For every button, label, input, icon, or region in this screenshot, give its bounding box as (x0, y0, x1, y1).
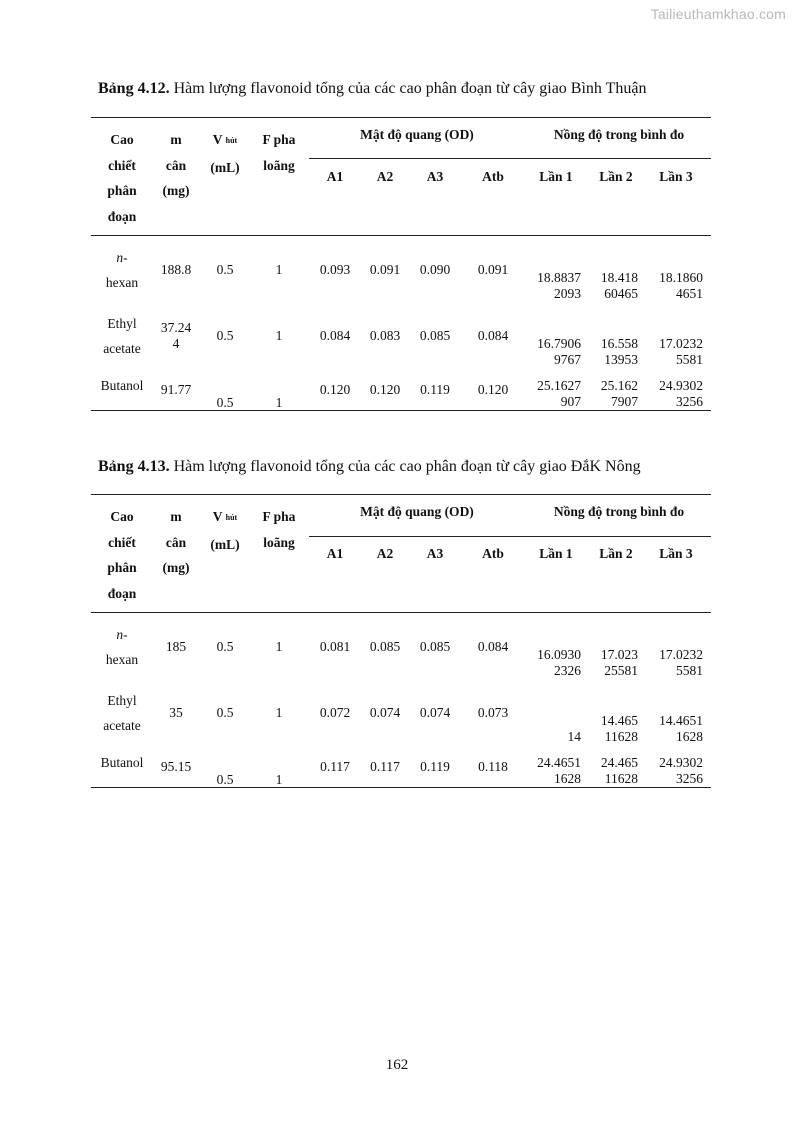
header-lan1: Lần 1 (539, 169, 573, 184)
header-lan1: Lần 1 (539, 546, 573, 561)
cell-lan1: 16.0930 2326 (537, 647, 581, 678)
cell-atb: 0.084 (477, 328, 509, 343)
cell-a2: 0.074 (369, 705, 401, 720)
cell-f: 1 (275, 395, 283, 410)
header-sub-rule (309, 536, 711, 537)
header-conc-group: Nồng độ trong bình đo (553, 504, 685, 519)
cell-lan3: 24.9302 3256 (659, 378, 703, 409)
cell-lan1: 25.1627 907 (537, 378, 581, 409)
cell-m: 91.77 (160, 382, 192, 397)
header-v-hut: V $_{hút}$ (mL) (210, 132, 240, 175)
cell-f: 1 (275, 772, 283, 787)
cell-a1: 0.081 (319, 639, 351, 654)
cell-m: 95.15 (160, 759, 192, 774)
table-top-rule (91, 117, 711, 118)
header-lan2: Lần 2 (599, 169, 633, 184)
cell-v: 0.5 (216, 639, 234, 654)
data-table-4-12 (91, 117, 711, 417)
cell-f: 1 (275, 639, 283, 654)
row-name: Butanol (100, 378, 144, 393)
caption-text: Hàm lượng flavonoid tổng của các cao phân đoạn từ cây giao ĐắK Nông (169, 458, 641, 475)
cell-a2: 0.120 (369, 382, 401, 397)
header-lan2: Lần 2 (599, 546, 633, 561)
caption-label: Bảng 4.12. (98, 80, 170, 97)
cell-m: 185 (165, 639, 187, 654)
cell-f: 1 (275, 262, 283, 277)
cell-lan1: 16.7906 9767 (537, 336, 581, 367)
cell-a2: 0.083 (369, 328, 401, 343)
cell-lan3: 17.0232 5581 (659, 336, 703, 367)
header-a3: A3 (426, 546, 444, 561)
table-caption-4-13 (98, 458, 641, 476)
cell-m: 188.8 (160, 262, 192, 277)
cell-a2: 0.117 (370, 759, 400, 774)
header-a1: A1 (326, 546, 344, 561)
table-bottom-rule (91, 410, 711, 411)
cell-lan2: 17.023 25581 (600, 647, 638, 678)
cell-v: 0.5 (216, 772, 234, 787)
header-od-group: Mật độ quang (OD) (360, 504, 474, 519)
watermark: Tailieuthamkhao.com (650, 6, 786, 22)
header-conc-group: Nồng độ trong bình đo (553, 127, 685, 142)
cell-a3: 0.074 (419, 705, 451, 720)
table-caption-4-12 (98, 80, 647, 98)
caption-label: Bảng 4.13. (98, 458, 170, 475)
header-m-can: m cân (mg) (162, 509, 190, 575)
cell-atb: 0.118 (478, 759, 508, 774)
cell-lan3: 24.9302 3256 (659, 755, 703, 786)
cell-lan2: 14.465 11628 (600, 713, 638, 744)
header-sub-rule (309, 158, 711, 159)
header-bottom-rule (91, 612, 711, 613)
cell-a1: 0.117 (320, 759, 350, 774)
row-name: Ethyl acetate (103, 316, 141, 356)
cell-v: 0.5 (216, 395, 234, 410)
cell-a1: 0.084 (319, 328, 351, 343)
cell-a3: 0.090 (419, 262, 451, 277)
header-atb: Atb (482, 546, 504, 561)
cell-v: 0.5 (216, 705, 234, 720)
cell-a2: 0.085 (369, 639, 401, 654)
header-lan3: Lần 3 (659, 546, 693, 561)
header-m-can: m cân (mg) (162, 132, 190, 198)
cell-lan3: 17.0232 5581 (659, 647, 703, 678)
header-bottom-rule (91, 235, 711, 236)
cell-f: 1 (275, 328, 283, 343)
cell-atb: 0.084 (477, 639, 509, 654)
row-name: Ethyl acetate (103, 693, 141, 733)
cell-lan2: 25.162 7907 (600, 378, 638, 409)
cell-f: 1 (275, 705, 283, 720)
table-top-rule (91, 494, 711, 495)
header-lan3: Lần 3 (659, 169, 693, 184)
header-a3: A3 (426, 169, 444, 184)
caption-text: Hàm lượng flavonoid tổng của các cao phân đoạn từ cây giao Bình Thuận (169, 80, 647, 97)
page-number: 162 (385, 1057, 409, 1073)
cell-lan2: 24.465 11628 (600, 755, 638, 786)
cell-a3: 0.119 (420, 382, 450, 397)
cell-lan2: 18.418 60465 (600, 270, 638, 301)
cell-lan2: 16.558 13953 (600, 336, 638, 367)
table-bottom-rule (91, 787, 711, 788)
cell-lan1: 24.4651 1628 (537, 755, 581, 786)
cell-m: 37.24 4 (160, 320, 192, 351)
cell-atb: 0.073 (477, 705, 509, 720)
header-f-pha-loang: F pha loãng (262, 509, 296, 550)
data-table-4-13 (91, 494, 711, 794)
row-name: n- hexan (105, 250, 139, 290)
cell-a3: 0.085 (419, 328, 451, 343)
header-f-pha-loang: F pha loãng (262, 132, 296, 173)
cell-v: 0.5 (216, 262, 234, 277)
cell-v: 0.5 (216, 328, 234, 343)
cell-m: 35 (169, 705, 183, 720)
cell-atb: 0.091 (477, 262, 509, 277)
cell-lan3: 14.4651 1628 (659, 713, 703, 744)
header-v-hut: V $_{hút}$ (mL) (210, 509, 240, 552)
cell-a1: 0.093 (319, 262, 351, 277)
header-atb: Atb (482, 169, 504, 184)
header-cao-chiet: Cao chiết phân đoạn (107, 132, 137, 224)
cell-lan1: 14 (567, 729, 581, 744)
cell-a3: 0.085 (419, 639, 451, 654)
cell-a3: 0.119 (420, 759, 450, 774)
row-name: n- hexan (105, 627, 139, 667)
header-a2: A2 (376, 546, 394, 561)
header-a2: A2 (376, 169, 394, 184)
cell-atb: 0.120 (477, 382, 509, 397)
cell-lan3: 18.1860 4651 (659, 270, 703, 301)
cell-a1: 0.072 (319, 705, 351, 720)
header-a1: A1 (326, 169, 344, 184)
cell-a2: 0.091 (369, 262, 401, 277)
cell-a1: 0.120 (319, 382, 351, 397)
header-od-group: Mật độ quang (OD) (360, 127, 474, 142)
cell-lan1: 18.8837 2093 (537, 270, 581, 301)
row-name: Butanol (100, 755, 144, 770)
header-cao-chiet: Cao chiết phân đoạn (107, 509, 137, 601)
